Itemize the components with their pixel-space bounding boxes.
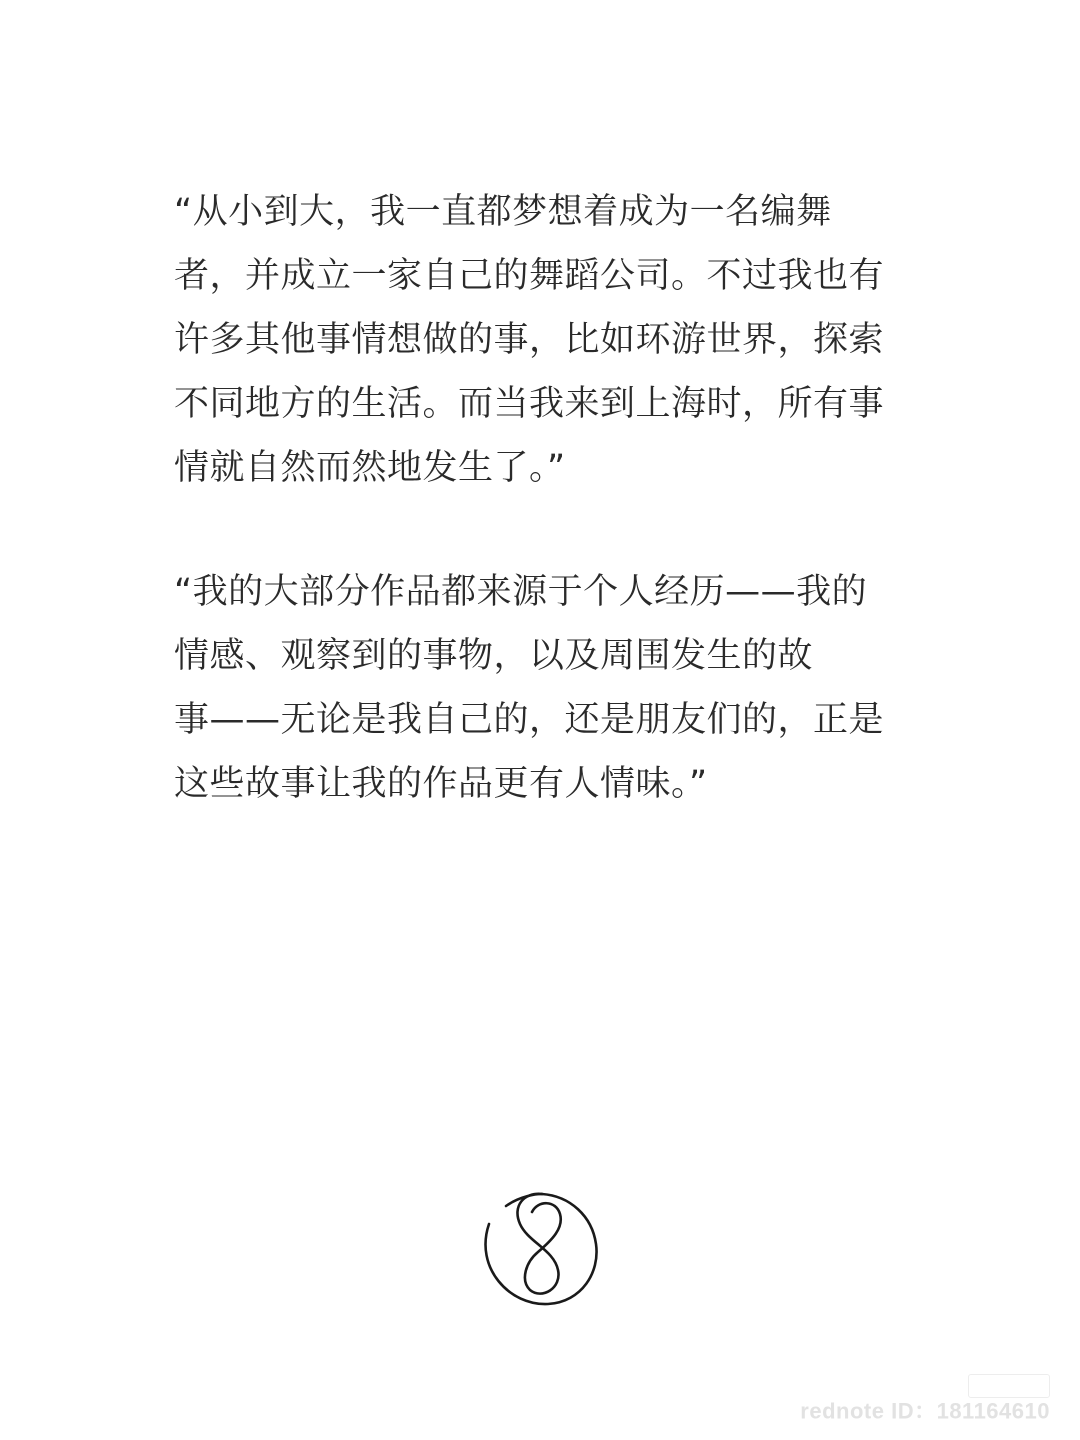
rednote-watermark: rednote ID：181164610 [800,1398,1050,1424]
quote-1-line-4: 不同地方的生活。而当我来到上海时，所有事 [174,384,885,424]
quote-2-line-4: 这些故事让我的作品更有人情味。” [174,764,708,804]
infinity-loop-logo-icon [480,1188,602,1310]
quote-paragraph-2 [174,560,914,816]
quote-2-line-2: 情感、观察到的事物，以及周围发生的故 [174,636,814,676]
quote-2-line-1: “我的大部分作品都来源于个人经历——我的 [174,572,868,612]
quote-2-line-3: 事——无论是我自己的，还是朋友们的，正是 [174,700,885,740]
quote-1-line-1: “从小到大，我一直都梦想着成为一名编舞 [174,192,832,232]
quote-1-line-5: 情就自然而然地发生了。” [174,448,566,488]
quote-1-line-3: 许多其他事情想做的事，比如环游世界，探索 [174,320,885,360]
quote-paragraph-1 [174,180,914,500]
quote-1-line-2: 者，并成立一家自己的舞蹈公司。不过我也有 [174,256,885,296]
